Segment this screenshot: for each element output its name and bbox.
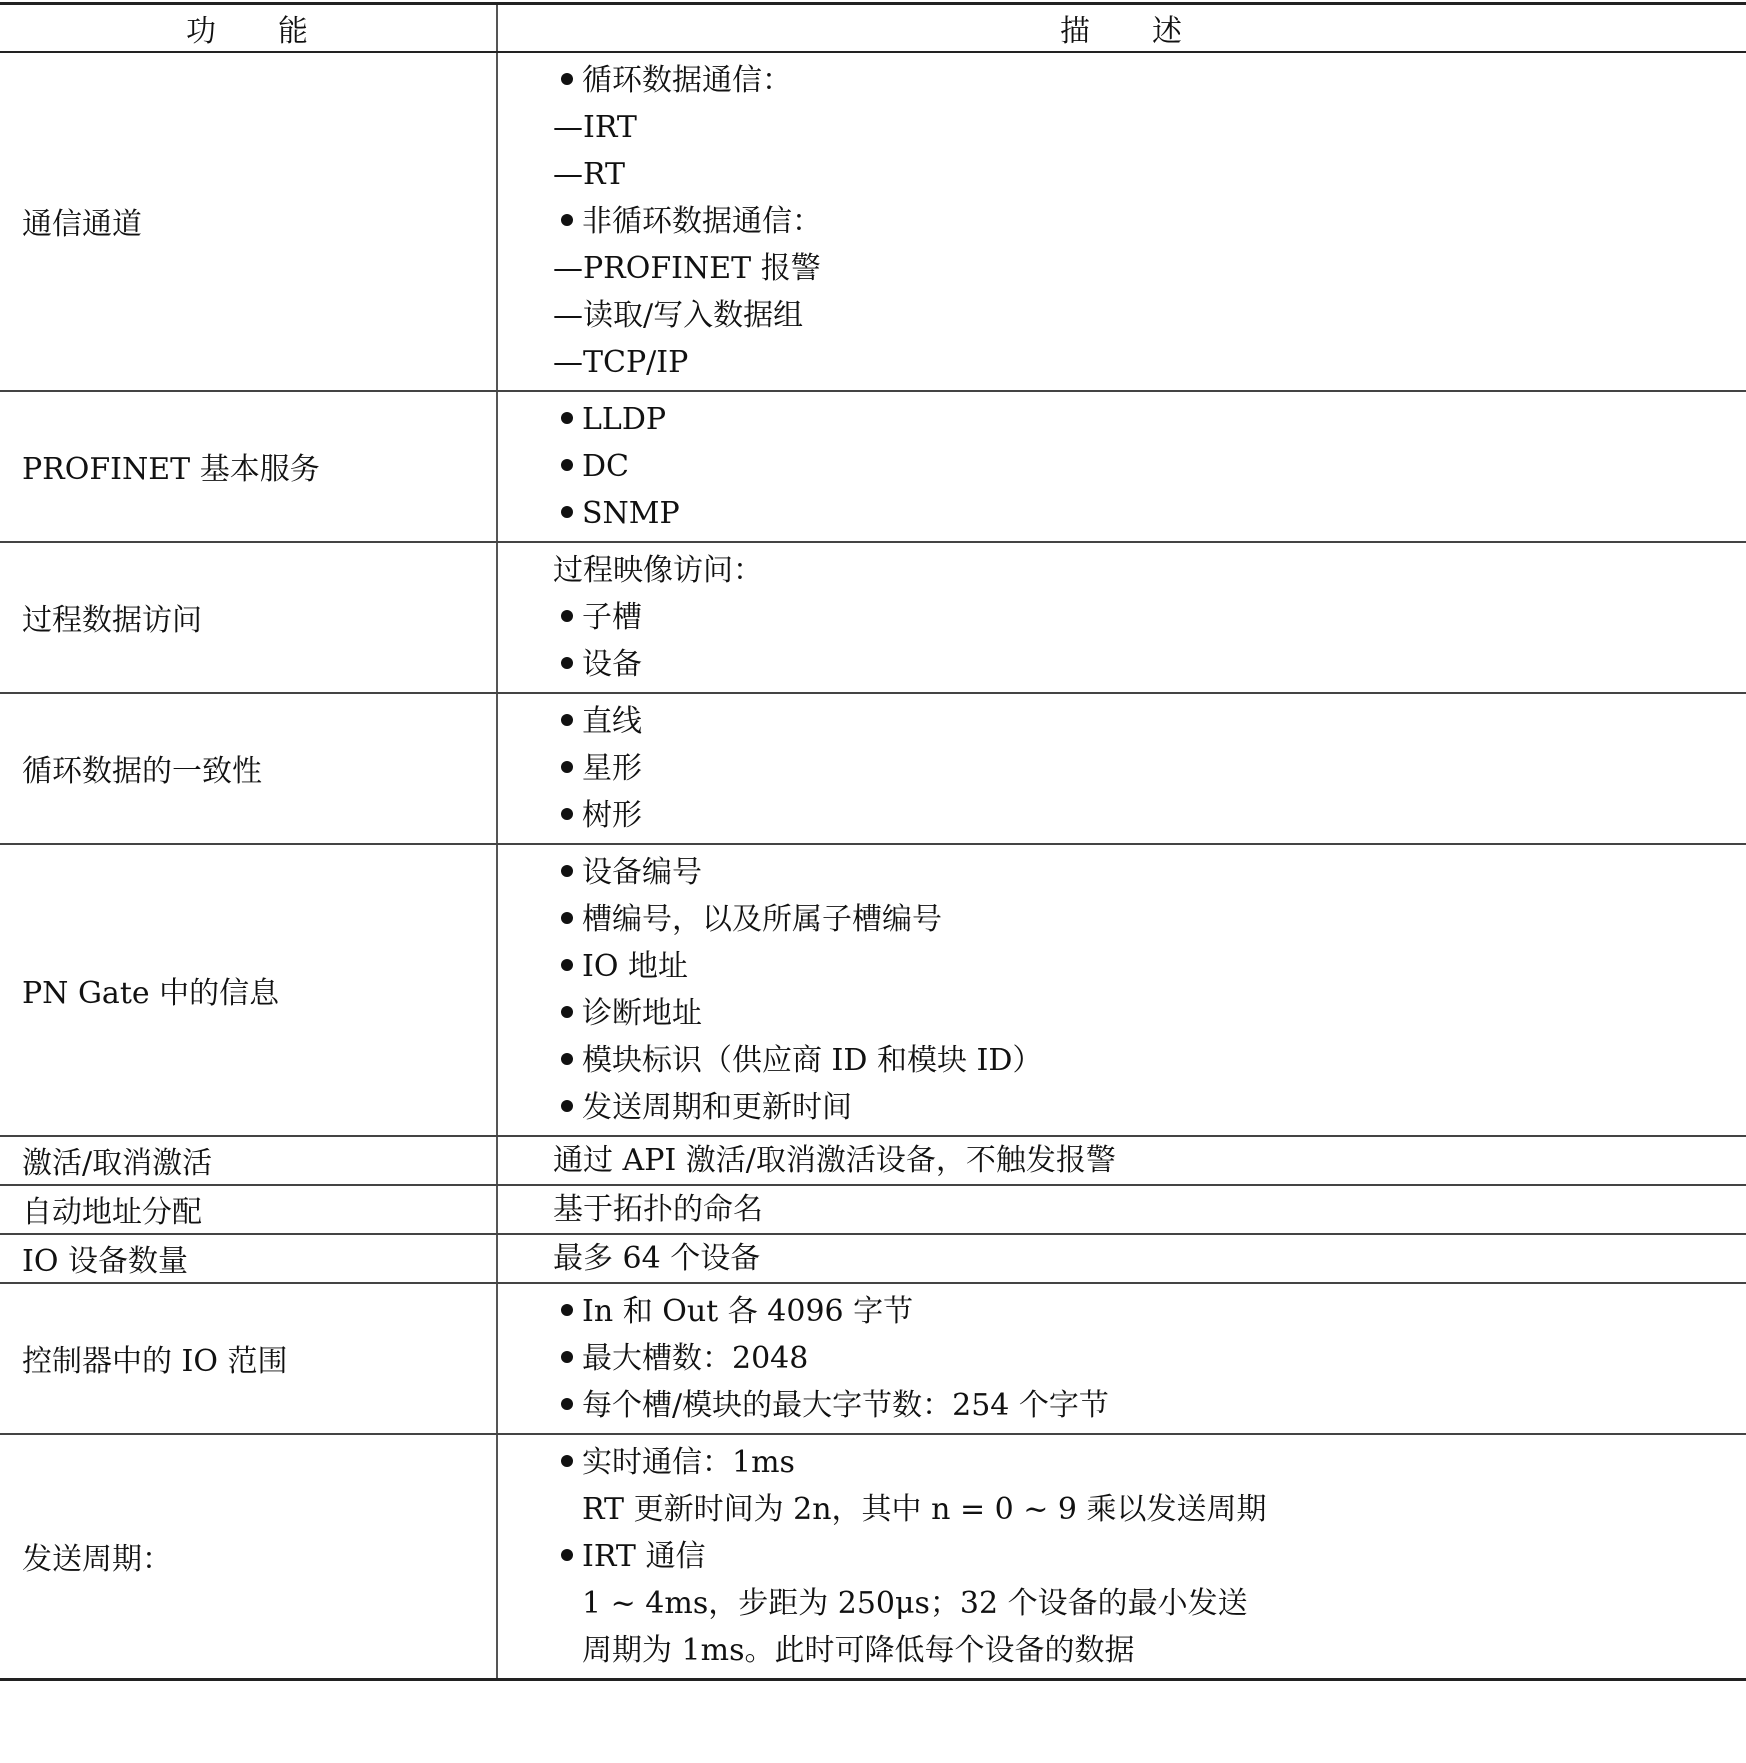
description-line: 周期为 1ms。此时可降低每个设备的数据 [582, 1632, 1135, 1668]
description-cell [497, 1234, 1746, 1283]
table-row [0, 1434, 1746, 1680]
function-cell: PN Gate 中的信息 [0, 844, 497, 1136]
bullet-item: In 和 Out 各 4096 字节 [553, 1288, 1746, 1335]
description-cell [497, 844, 1746, 1136]
description-cell [497, 391, 1746, 542]
bullet-item: DC [553, 443, 1746, 490]
description-cell [497, 542, 1746, 693]
bullet-item: 子槽 [553, 594, 1746, 641]
description-cell [497, 1136, 1746, 1185]
description-cell [497, 1185, 1746, 1234]
bullet-item: 最大槽数：2048 [553, 1335, 1746, 1382]
bullet-item: 发送周期和更新时间 [553, 1084, 1746, 1131]
description-line: RT 更新时间为 2n，其中 n = 0 ~ 9 乘以发送周期 [582, 1491, 1267, 1527]
table-row [0, 542, 1746, 693]
header-function: 功 能 [0, 4, 497, 52]
description-cell [497, 1283, 1746, 1434]
table-row [0, 1283, 1746, 1434]
table-row [0, 1185, 1746, 1234]
description-line: 最多 64 个设备 [553, 1240, 761, 1276]
function-cell: 通信通道 [0, 52, 497, 391]
bullet-item: 模块标识（供应商 ID 和模块 ID） [553, 1037, 1746, 1084]
function-cell: 控制器中的 IO 范围 [0, 1283, 497, 1434]
bullet-item: 实时通信：1ms [553, 1439, 1746, 1486]
function-cell: PROFINET 基本服务 [0, 391, 497, 542]
table-row [0, 693, 1746, 844]
bullet-item: 诊断地址 [553, 990, 1746, 1037]
description-cell [497, 52, 1746, 391]
bullet-item: 槽编号，以及所属子槽编号 [553, 896, 1746, 943]
bullet-item: 直线 [553, 698, 1746, 745]
table-row [0, 1234, 1746, 1283]
bullet-item: SNMP [553, 490, 1746, 537]
description-cell [497, 693, 1746, 844]
bullet-item: 非循环数据通信： [553, 198, 1746, 245]
bullet-item: IRT 通信 [553, 1533, 1746, 1580]
bullet-item: 循环数据通信： [553, 57, 1746, 104]
function-cell: 自动地址分配 [0, 1185, 497, 1234]
bullet-item: LLDP [553, 396, 1746, 443]
sub-item: — PROFINET 报警 [553, 245, 1746, 292]
table-row [0, 391, 1746, 542]
description-line: 通过 API 激活/取消激活设备，不触发报警 [553, 1142, 1116, 1178]
function-cell: 发送周期： [0, 1434, 497, 1680]
table-row [0, 844, 1746, 1136]
sub-item: — IRT [553, 104, 1746, 151]
function-description-table [0, 2, 1746, 1681]
bullet-item: 设备 [553, 641, 1746, 688]
bullet-item: 每个槽/模块的最大字节数：254 个字节 [553, 1382, 1746, 1429]
function-cell: 循环数据的一致性 [0, 693, 497, 844]
sub-item: — RT [553, 151, 1746, 198]
bullet-item: IO 地址 [553, 943, 1746, 990]
function-cell: 激活/取消激活 [0, 1136, 497, 1185]
header-description: 描 述 [497, 4, 1746, 52]
function-cell: IO 设备数量 [0, 1234, 497, 1283]
bullet-item: 树形 [553, 792, 1746, 839]
description-line: 1 ~ 4ms，步距为 250μs；32 个设备的最小发送 [582, 1585, 1248, 1621]
description-line: 基于拓扑的命名 [553, 1191, 763, 1227]
table-row [0, 1136, 1746, 1185]
description-line: 过程映像访问： [553, 552, 763, 588]
table-header [0, 4, 1746, 52]
description-cell [497, 1434, 1746, 1680]
bullet-item: 星形 [553, 745, 1746, 792]
bullet-item: 设备编号 [553, 849, 1746, 896]
function-cell: 过程数据访问 [0, 542, 497, 693]
table-row [0, 52, 1746, 391]
sub-item: — TCP/IP [553, 339, 1746, 386]
sub-item: — 读取/写入数据组 [553, 292, 1746, 339]
table-body [0, 52, 1746, 1680]
